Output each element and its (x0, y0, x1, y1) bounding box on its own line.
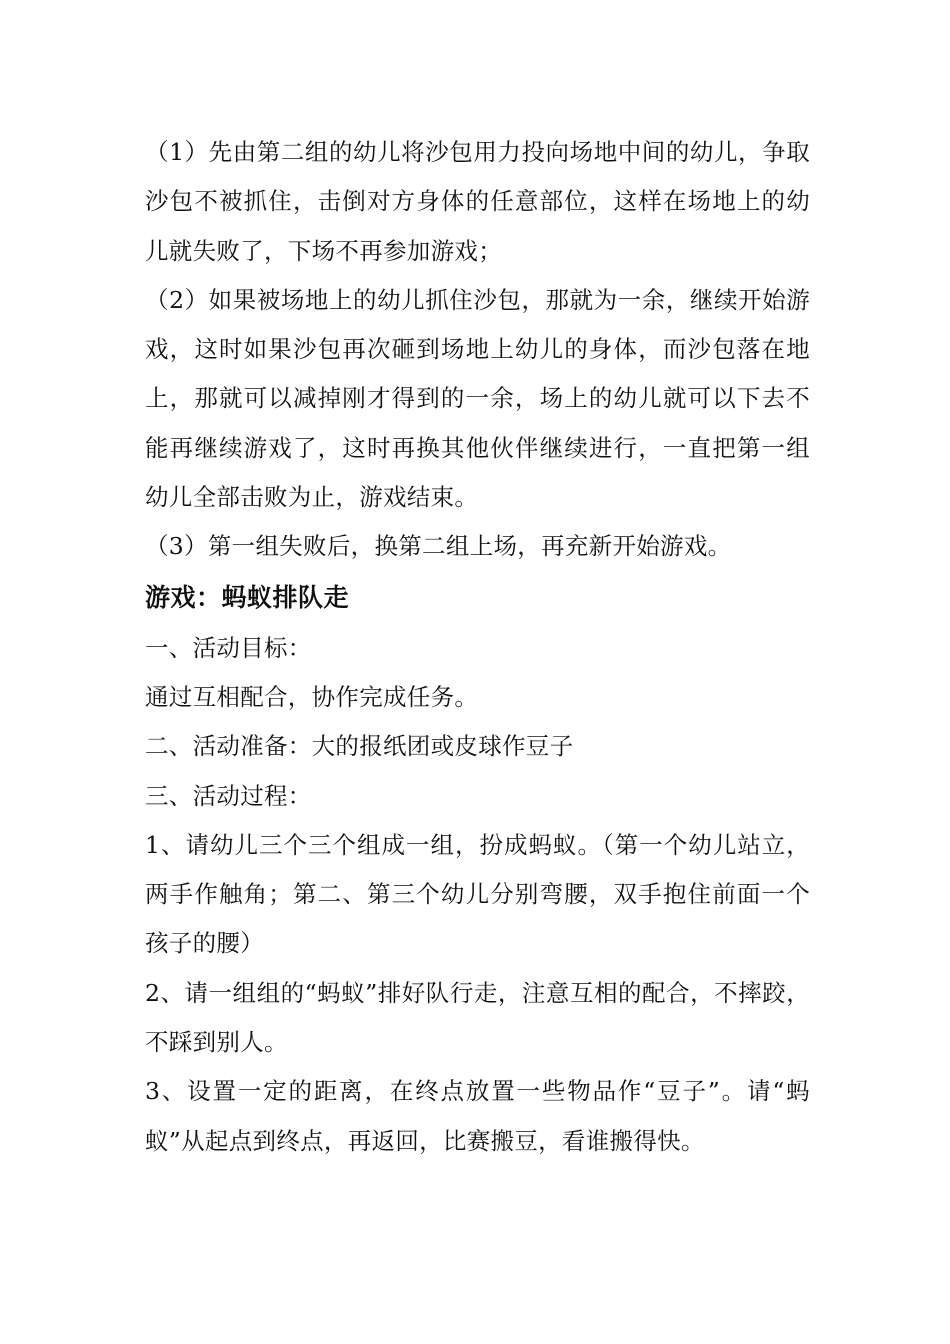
rule-paragraph-2: （2）如果被场地上的幼儿抓住沙包，那就为一余，继续开始游戏，这时如果沙包再次砸到场地上幼儿的身体，而沙包落在地上，那就可以减掉刚才得到的一余，场上的幼儿就可以下去不能再继续游戏了，这时再换其他伙伴继续进行，一直把第一组幼儿全部击败为止，游戏结束。 (145, 285, 810, 512)
process-step-1: 1、请幼儿三个三个组成一组，扮成蚂蚁。（第一个幼儿站立，两手作触角；第二、第三个幼儿分别弯腰，双手抱住前面一个孩子的腰） (145, 830, 810, 958)
process-step-3: 3、设置一定的距离，在终点放置一些物品作“豆子”。请“蚂蚁”从起点到终点，再返回，比赛搬豆，看谁搬得快。 (145, 1077, 810, 1155)
rule-paragraph-1: （1）先由第二组的幼儿将沙包用力投向场地中间的幼儿，争取沙包不被抓住，击倒对方身体的任意部位，这样在场地上的幼儿就失败了，下场不再参加游戏； (145, 138, 810, 265)
section-goal-body: 通过互相配合，协作完成任务。 (145, 682, 479, 711)
process-step-2: 2、请一组组的“蚂蚁”排好队行走，注意互相的配合，不摔跤，不踩到别人。 (145, 978, 810, 1057)
section-goal-title: 一、活动目标： (145, 633, 312, 662)
section-process-title: 三、活动过程： (145, 781, 312, 810)
document-body (145, 128, 810, 1166)
rule-paragraph-3: （3）第一组失败后，换第二组上场，再充新开始游戏。 (145, 532, 732, 561)
game-heading: 游戏：蚂蚁排队走 (145, 582, 350, 612)
section-preparation: 二、活动准备：大的报纸团或皮球作豆子 (145, 732, 574, 761)
